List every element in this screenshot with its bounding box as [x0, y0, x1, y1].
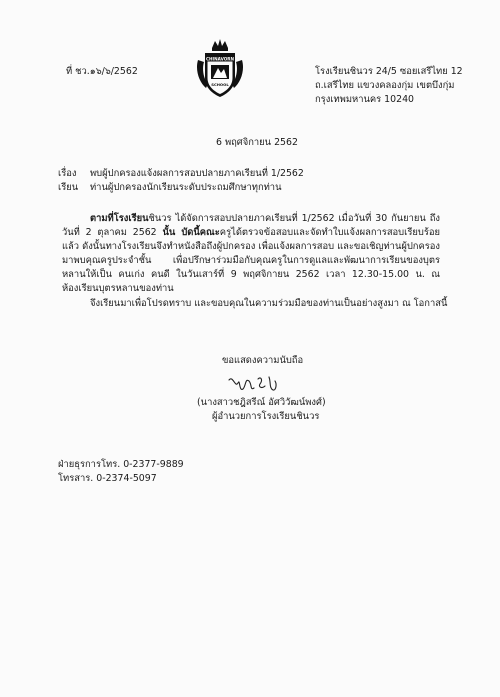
- body-text-2: ครูได้ตรวจข้อสอบและจัดทำใบแจ้งผลการสอบเรียบร้อยแล้ว ดังนั้นทางโรงเรียนจึงทำหนังสือถึงผู้ปกครอง เพื่อแจ้งผลการสอบ และขอเชิญท่านผู้ปกครองมาพบคุณครูประจำชั้น เพื่อปรึกษาร่วมมือกับคุณครูในการดูแลและพัฒนาการเรียนของบุตรหลานให้เป็น คนเก่ง คนดี ในวันเสาร์ที่ 9 พฤศจิกายน 2562 เวลา 12.30-15.00 น. ณ ห้องเรียนบุตรหลานของท่าน: [62, 227, 440, 294]
- body-bold-2: นั้น บัดนี้คณะ: [162, 227, 220, 238]
- signer-title: ผู้อำนวยการโรงเรียนชินวร: [212, 411, 320, 422]
- body-bold-1: ตามที่โรงเรียน: [90, 213, 149, 224]
- school-crest-icon: [196, 38, 244, 100]
- recipient-label: เรียน: [58, 182, 79, 193]
- subject-text: พบผู้ปกครองแจ้งผลการสอบปลายภาคเรียนที่ 1/2562: [90, 168, 304, 179]
- body-paragraph: [62, 212, 440, 296]
- contact-fax: โทรสาร. 0-2374-5097: [58, 473, 157, 484]
- closing-paragraph: จึงเรียนมาเพื่อโปรดทราบ และขอบคุณในความร่วมมือของท่านเป็นอย่างสูงมา ณ โอกาสนี้: [90, 298, 448, 309]
- signoff: ขอแสดงความนับถือ: [222, 355, 304, 366]
- recipient-text: ท่านผู้ปกครองนักเรียนระดับประถมศึกษาทุกท่าน: [90, 182, 282, 193]
- crest-text-top: CHINAVORN: [205, 56, 235, 62]
- subject-label: เรื่อง: [58, 168, 77, 179]
- signer-name: (นางสาวชฎิสรีณ์ อัศวิวัฒน์พงศ์): [197, 397, 326, 408]
- body-text-1: ชินวร ได้จัดการสอบปลายภาคเรียนที่ 1/2562 เมื่อวันที่ 30 กันยายน ถึงวันที่ 2 ตุลาคม 2562: [62, 213, 440, 238]
- reference-number: ที่ ชว.๑๖/๖/2562: [66, 66, 138, 77]
- crest-text-bottom: SCHOOL: [211, 82, 229, 87]
- address-line-2: ถ.เสรีไทย แขวงคลองกุ่ม เขตบึงกุ่ม: [315, 80, 455, 91]
- signature: [225, 372, 285, 396]
- address-line-3: กรุงเทพมหานคร 10240: [315, 94, 414, 105]
- letter-date: 6 พฤศจิกายน 2562: [216, 137, 298, 148]
- contact-phone: ฝ่ายธุรการโทร. 0-2377-9889: [58, 459, 184, 470]
- address-line-1: โรงเรียนชินวร 24/5 ซอยเสรีไทย 12: [315, 66, 463, 77]
